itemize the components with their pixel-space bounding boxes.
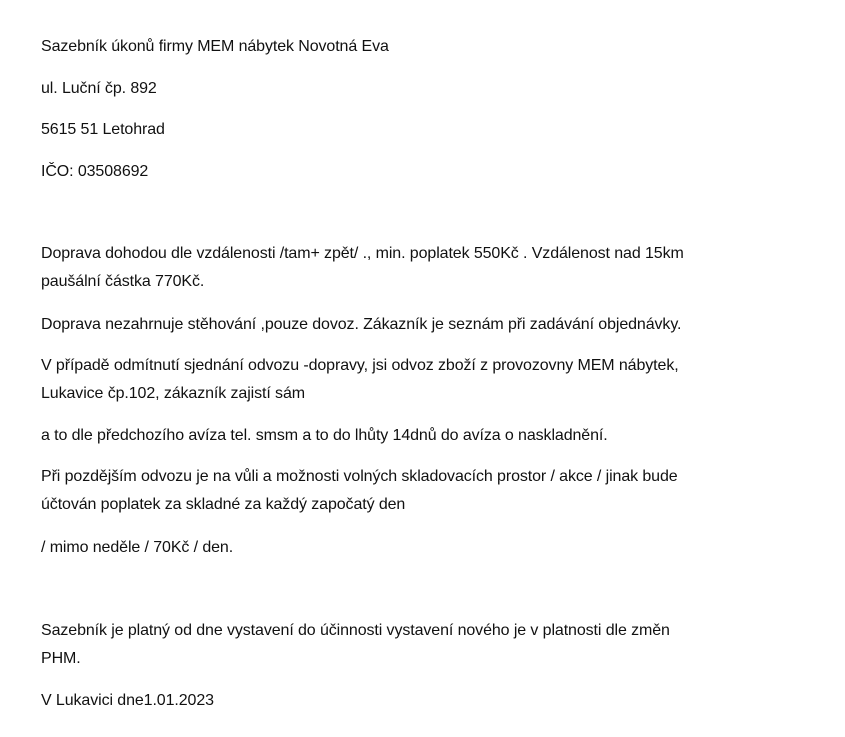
transport-note: Doprava nezahrnuje stěhování ,pouze dovoz. Zákazník je seznám při zadávání objednávky.: [41, 316, 682, 333]
validity-text-line-1: Sazebník je platný od dne vystavení do účinnosti vystavení nového je v platnosti dle změn: [41, 622, 670, 639]
company-id: IČO: 03508692: [41, 163, 149, 180]
refusal-text-line-2: Lukavice čp.102, zákazník zajistí sám: [41, 385, 305, 402]
storage-text-line-2: účtován poplatek za skladné za každý započatý den: [41, 496, 406, 513]
storage-text-line-3: / mimo neděle / 70Kč / den.: [41, 539, 234, 556]
address-city: 5615 51 Letohrad: [41, 121, 165, 138]
document-title: Sazebník úkonů firmy MEM nábytek Novotná Eva: [41, 38, 389, 55]
transport-text-line-2: paušální částka 770Kč.: [41, 273, 205, 290]
address-street: ul. Luční čp. 892: [41, 80, 157, 97]
storage-text-line-1: Při pozdějším odvozu je na vůli a možnosti volných skladovacích prostor / akce / jinak bude: [41, 468, 678, 485]
refusal-text-line-1: V případě odmítnutí sjednání odvozu -dopravy, jsi odvoz zboží z provozovny MEM nábytek,: [41, 357, 679, 374]
transport-text-line-1: Doprava dohodou dle vzdálenosti /tam+ zpět/ ., min. poplatek 550Kč . Vzdálenost nad 15km: [41, 245, 684, 262]
validity-text-line-2: PHM.: [41, 650, 81, 667]
refusal-text-line-3: a to dle předchozího avíza tel. smsm a to do lhůty 14dnů do avíza o naskladnění.: [41, 427, 608, 444]
place-and-date: V Lukavici dne1.01.2023: [41, 692, 214, 709]
